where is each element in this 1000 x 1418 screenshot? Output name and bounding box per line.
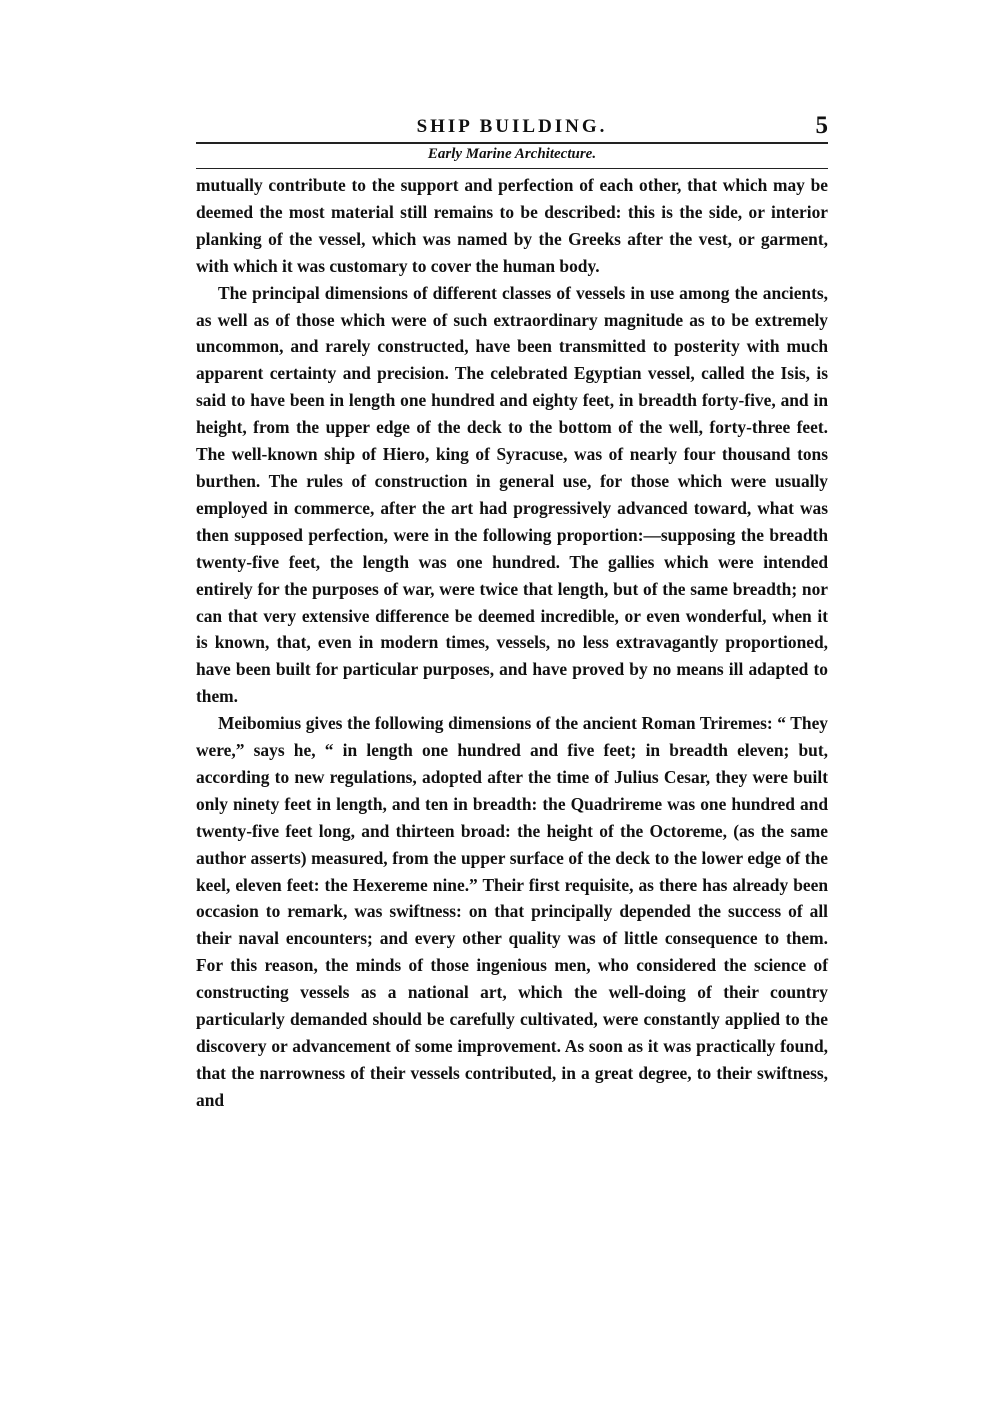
page-number: 5	[815, 112, 828, 139]
paragraph-continuation: mutually contribute to the support and perfection of each other, that which may be deemed the most material still remains to be described: this is the side, or interior planking of the vessel, which was named by the Greeks after the vest, or garment, with which it was customary to cover the human body.	[196, 175, 828, 276]
running-head	[196, 112, 828, 142]
paragraph-dimensions: The principal dimensions of different classes of vessels in use among the ancients, as well as of those which were of such extraordinary magnitude as to be extremely uncommon, and rarely constructed, have been transmitted to posterity with much apparent certainty and precision. The celebrated Egyptian vessel, called the Isis, is said to have been in length one hundred and eighty feet, in breadth forty-five, and in height, from the upper edge of the deck to the bottom of the well, forty-three feet. The well-known ship of Hiero, king of Syracuse, was of nearly four thousand tons burthen. The rules of construction in general use, for those which were usually employed in commerce, after the art had progressively advanced toward, what was then supposed perfection, were in the following proportion:—supposing the breadth twenty-five feet, the length was one hundred. The gallies which were intended entirely for the purposes of war, were twice that length, but of the same breadth; nor can that very extensive difference be deemed incredible, or even wonderful, when it is known, that, even in modern times, vessels, no less extravagantly proportioned, have been built for particular purposes, and have proved by no means ill adapted to them.	[196, 282, 828, 707]
body-text	[196, 172, 828, 1114]
paragraph-meibomius: Meibomius gives the following dimensions of the ancient Roman Triremes: “ They were,” says he, “ in length one hundred and five feet; in breadth eleven; but, according to new regulations, adopted after the time of Julius Cesar, they were built only ninety feet in length, and ten in breadth: the Quadrireme was one hundred and twenty-five feet long, and thirteen broad: the height of the Octoreme, (as the same author asserts) measured, from the upper surface of the deck to the lower edge of the keel, eleven feet: the Hexereme nine.” Their first requisite, as there has already been occasion to remark, was swiftness: on that principally depended the success of all their naval encounters; and every other quality was of little consequence to them. For this reason, the minds of those ingenious men, who considered the science of constructing vessels as a national art, which the well-doing of their country particularly demanded should be carefully cultivated, were constantly applied to the discovery or advancement of some improvement. As soon as it was practically found, that the narrowness of their vessels contributed, in a great degree, to their swiftness, and	[196, 713, 828, 1110]
header-rule-bottom	[196, 168, 828, 169]
header-rule-top	[196, 142, 828, 144]
section-subtitle: Early Marine Architecture.	[427, 146, 597, 162]
running-title: SHIP BUILDING.	[416, 116, 608, 137]
